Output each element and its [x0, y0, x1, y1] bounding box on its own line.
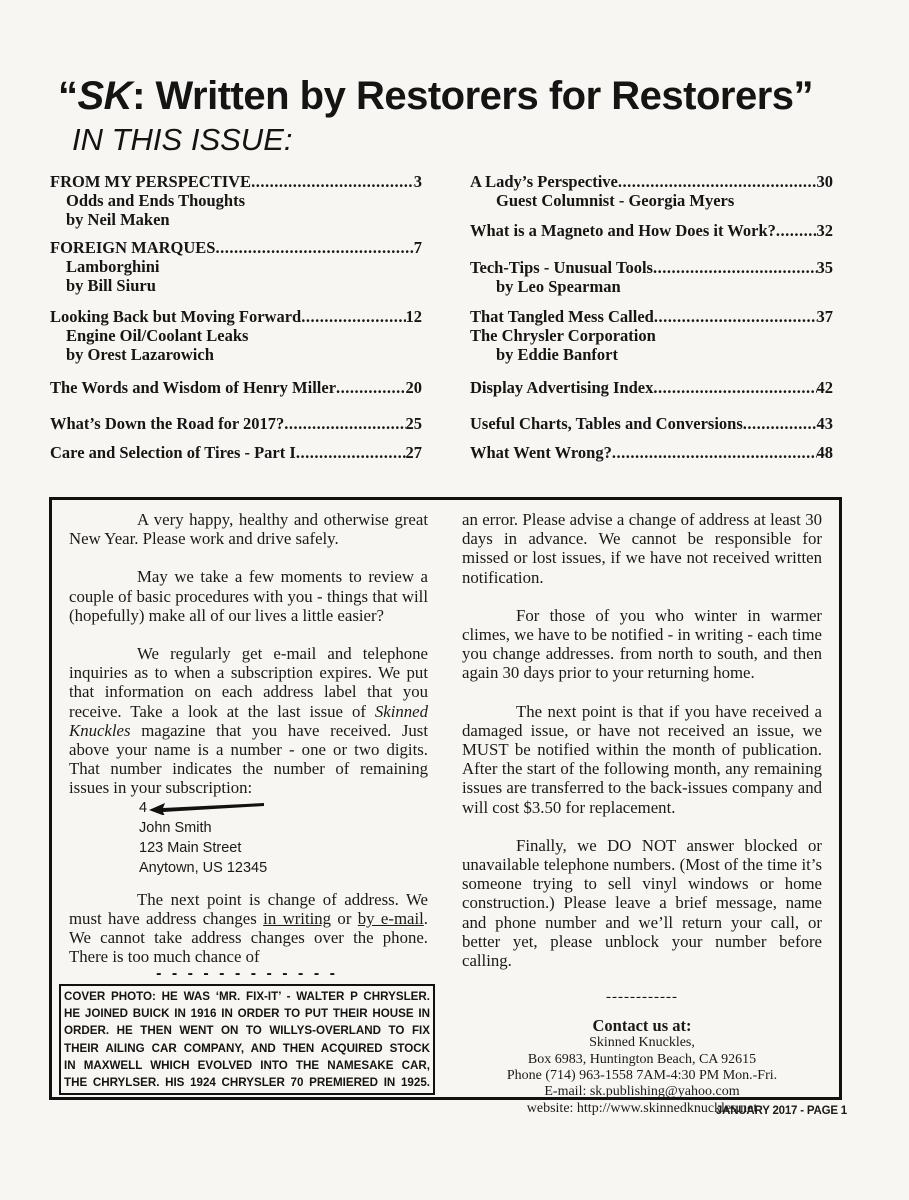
letter-paragraph: The next point is that if you have received a damaged issue, or have not received an issue, we MUST be notified within the month of publication. After the start of the following month, any remaining issues are transferred to the back-issues company and will cost $3.50 for replacement.: [462, 701, 822, 817]
toc-entry[interactable]: [470, 307, 833, 364]
toc-leader: [618, 172, 817, 191]
toc-leader: [654, 307, 817, 326]
toc-page: 37: [816, 307, 833, 326]
toc-title: The Words and Wisdom of Henry Miller: [50, 378, 337, 397]
letter-left-column: [69, 510, 428, 966]
toc-title: What is a Magneto and How Does it Work?: [470, 221, 776, 240]
toc-title: A Lady’s Perspective: [470, 172, 618, 191]
toc-title: That Tangled Mess Called: [470, 307, 654, 326]
letter-right-column: [462, 510, 822, 1117]
label-city: Anytown, US 12345: [139, 859, 268, 876]
sample-address-label: [139, 798, 428, 878]
toc-author: by Leo Spearman: [496, 277, 621, 296]
headline-quote-open: “: [58, 74, 78, 118]
caption-line: THEIR AILING CAR COMPANY, AND THEN ACQUIRED STOCK: [64, 1041, 430, 1055]
letter-paragraph: For those of you who winter in warmer climes, we have to be notified - in writing - each time you change addresses. from north to south, and then again 30 days prior to your returning home.: [462, 605, 822, 683]
toc-leader: [776, 221, 817, 240]
toc-subtitle: Lamborghini: [66, 257, 160, 276]
toc-title: Tech-Tips - Unusual Tools: [470, 258, 653, 277]
toc-title: Looking Back but Moving Forward: [50, 307, 302, 326]
toc-title: Care and Selection of Tires - Part I: [50, 443, 296, 462]
toc-page: 48: [816, 443, 833, 462]
toc-title: What Went Wrong?: [470, 443, 612, 462]
toc-page: 30: [816, 172, 833, 191]
contact-address: Box 6983, Huntington Beach, CA 92615: [527, 1051, 757, 1067]
toc-leader: [612, 443, 817, 462]
letter-paragraph: Finally, we DO NOT answer blocked or unavailable telephone numbers. (Most of the time it’s someone trying to sell vinyl windows or home construction.) Please leave a brief message, name and phone number and we’ll return your call, or better yet, please unblock your number before calling.: [462, 835, 822, 971]
cover-photo-caption: [59, 984, 435, 1095]
toc-leader: [215, 238, 413, 257]
toc-entry[interactable]: [470, 258, 833, 296]
letter-text: The next point is change of address. We must have address changes: [69, 889, 428, 928]
magazine-name: Skinned Knuckles: [69, 701, 428, 740]
toc-entry[interactable]: [50, 238, 422, 295]
toc-subtitle: Engine Oil/Coolant Leaks: [66, 326, 249, 345]
toc-subtitle: Odds and Ends Thoughts: [66, 191, 246, 210]
toc-leader: [653, 258, 817, 277]
in-writing-emphasis: in writing: [263, 908, 332, 928]
toc-page: 42: [816, 378, 833, 397]
contact-company: Skinned Knuckles,: [589, 1035, 695, 1051]
caption-line: HE JOINED BUICK IN 1916 IN ORDER TO PUT THEIR HOUSE IN: [64, 1007, 430, 1021]
toc-entry[interactable]: [470, 414, 833, 433]
toc-page: 27: [405, 443, 422, 462]
toc-entry[interactable]: [470, 172, 833, 210]
toc-title: FROM MY PERSPECTIVE: [50, 172, 252, 191]
remaining-issues-number: 4: [139, 799, 148, 816]
cover-caption-area: [59, 962, 435, 1095]
contact-phone: Phone (714) 963-1558 7AM-4:30 PM Mon.-Fri.: [506, 1068, 778, 1084]
arrow-left-icon: [149, 801, 264, 815]
toc-page: 7: [413, 238, 422, 257]
toc-leader: [284, 414, 405, 433]
letter-paragraph: [69, 890, 428, 967]
letter-text: or: [331, 908, 358, 928]
toc-leader: [251, 172, 414, 191]
contact-block: [462, 1017, 822, 1117]
letter-text: We regularly get e-mail and telephone inquiries as to when a subscription expires. We put that information on each address label that you receive. Take a look at the last issue of: [69, 644, 428, 721]
contact-title: Contact us at:: [592, 1016, 692, 1036]
caption-line: COVER PHOTO: HE WAS ‘MR. FIX-IT’ - WALTER P CHRYSLER.: [64, 990, 430, 1003]
toc-page: 25: [405, 414, 422, 433]
toc-entry[interactable]: [470, 221, 833, 240]
letter-paragraph: [69, 644, 428, 798]
toc-page: 32: [816, 221, 833, 240]
toc-title: FOREIGN MARQUES: [50, 238, 216, 257]
toc-title: Display Advertising Index: [470, 378, 654, 397]
letter-paragraph: A very happy, healthy and otherwise great New Year. Please work and drive safely.: [69, 510, 428, 549]
toc-author: by Neil Maken: [66, 210, 170, 229]
letter-text-head: . We cannot take address changes over the phone. There is too much chance of: [69, 908, 428, 967]
letter-paragraph: May we take a few moments to review a couple of basic procedures with you - things that will (hopefully) make all of our lives a little easier?: [69, 567, 428, 625]
label-name: John Smith: [139, 819, 212, 836]
label-street: 123 Main Street: [139, 839, 242, 856]
by-email-emphasis: by e-mail: [357, 908, 424, 928]
toc-entry[interactable]: [50, 378, 422, 397]
toc-page: 35: [816, 258, 833, 277]
divider-right: ------------: [606, 989, 678, 1006]
toc-page: 20: [405, 378, 422, 397]
toc-title: Useful Charts, Tables and Conversions: [470, 414, 743, 433]
toc-author: by Eddie Banfort: [496, 345, 618, 364]
letter-paragraph-continued: [462, 510, 822, 587]
toc-page: 12: [405, 307, 422, 326]
toc-leader: [743, 414, 817, 433]
letter-text: magazine that you have received. Just above your name is a number - one or two digits. That number indicates the number of remaining issues in your subscription:: [69, 720, 428, 798]
toc-leader: [336, 378, 405, 397]
toc-title: What’s Down the Road for 2017?: [50, 414, 285, 433]
caption-line: THE CHRYLSER. HIS 1924 CHRYSLER 70 PREMIERED IN 1925.: [64, 1076, 430, 1090]
toc-entry[interactable]: [470, 443, 833, 462]
toc-subtitle: Guest Columnist - Georgia Myers: [496, 191, 735, 210]
toc-entry[interactable]: [50, 172, 422, 229]
headline-quote-close: ”: [793, 74, 814, 118]
toc-entry[interactable]: [50, 414, 422, 433]
in-this-issue-label: IN THIS ISSUE:: [72, 122, 293, 157]
toc-entry[interactable]: [50, 443, 422, 462]
toc-page: 43: [816, 414, 833, 433]
toc-entry[interactable]: [50, 307, 422, 364]
headline-text: : Written by Restorers for Restorers: [132, 74, 794, 118]
page-headline: [58, 74, 858, 118]
headline-sk: SK: [77, 74, 133, 118]
toc-page: 3: [413, 172, 422, 191]
page-footer: JANUARY 2017 - PAGE 1: [715, 1105, 847, 1117]
caption-line: ORDER. HE THEN WENT ON TO WILLYS-OVERLAND TO FIX: [64, 1024, 430, 1038]
caption-line: IN MAXWELL WHICH EVOLVED INTO THE NAMESAKE CAR,: [64, 1058, 430, 1072]
toc-subtitle: The Chrysler Corporation: [470, 326, 656, 345]
toc-entry[interactable]: [470, 378, 833, 397]
toc-leader: [653, 378, 816, 397]
contact-website[interactable]: website: http://www.skinnedknuckles.net: [526, 1100, 758, 1116]
toc-leader: [296, 443, 406, 462]
toc-leader: [301, 307, 405, 326]
contact-email[interactable]: E-mail: sk.publishing@yahoo.com: [544, 1084, 740, 1100]
toc-author: by Orest Lazarowich: [66, 345, 214, 364]
letter-text-tail: an error. Please advise a change of address at least 30 days in advance. We cannot be responsible for missed or lost issues, if we have not received written notification.: [462, 510, 822, 587]
divider-left: - - - - - - - - - - - -: [156, 965, 338, 982]
toc-author: by Bill Siuru: [66, 276, 156, 295]
